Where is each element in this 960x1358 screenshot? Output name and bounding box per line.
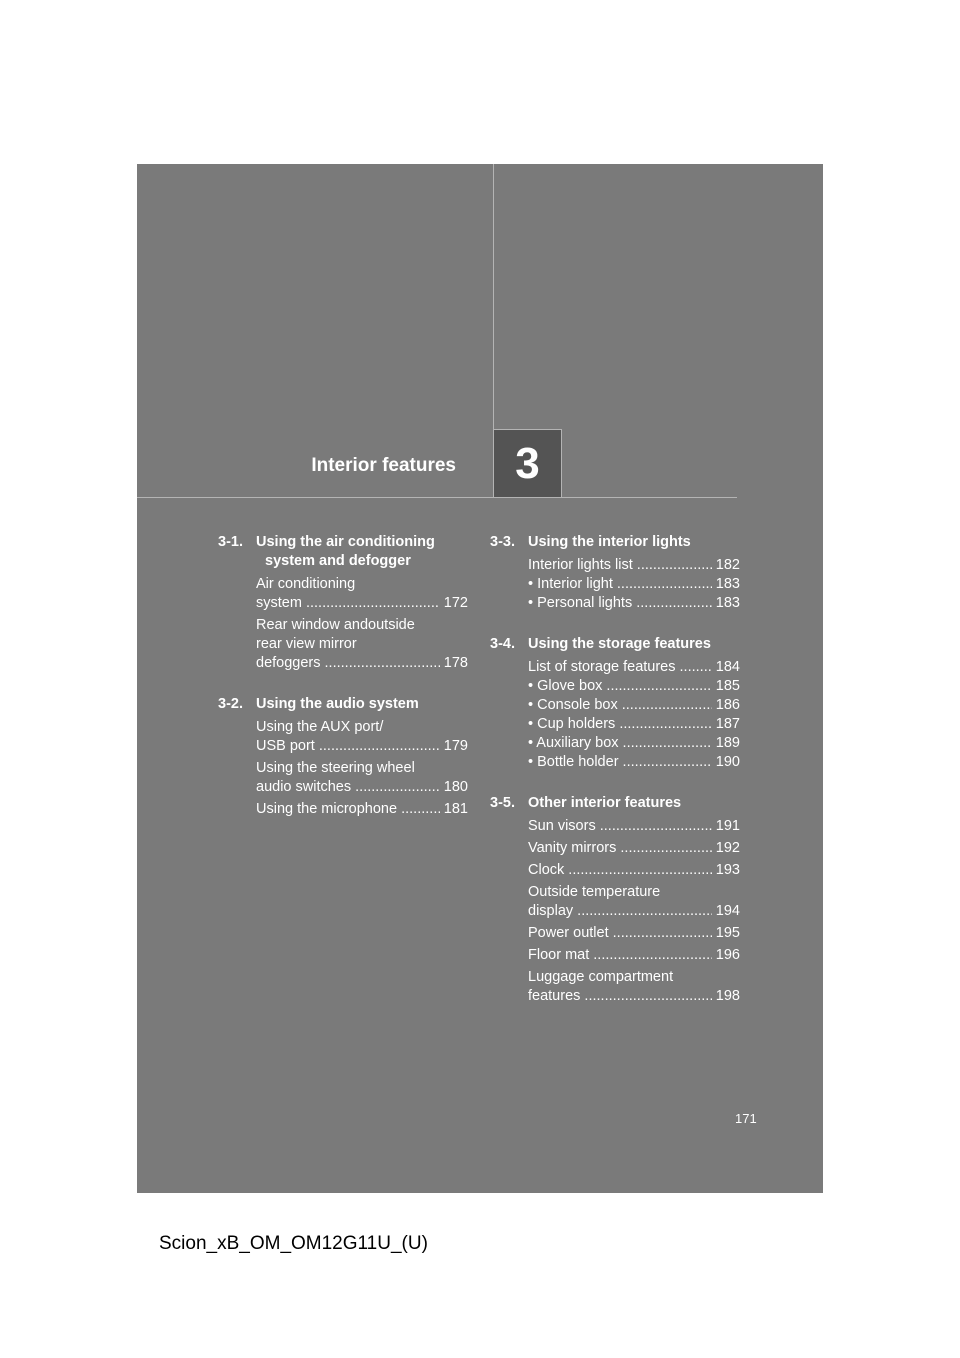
toc-entry-label-lines bbox=[256, 616, 440, 673]
section-title bbox=[528, 533, 740, 552]
toc-entry[interactable] bbox=[528, 753, 740, 772]
toc-entry-page: 193 bbox=[715, 862, 740, 878]
toc-entry-label-line: • Cup holders ..... bbox=[528, 715, 712, 734]
toc-entry[interactable] bbox=[528, 968, 740, 1006]
toc-section-heading bbox=[490, 794, 740, 813]
toc-entry-label-line: Power outlet ..... bbox=[528, 924, 712, 943]
toc-entry-page: 196 bbox=[715, 947, 740, 963]
toc-entry-label-line: defoggers ..... bbox=[256, 654, 440, 673]
toc-entry-label-lines bbox=[528, 968, 712, 1006]
page-number: 171 bbox=[735, 1111, 757, 1126]
toc-entry-list bbox=[218, 718, 468, 819]
toc-entry-page: 180 bbox=[443, 779, 468, 795]
toc-entry-page: 187 bbox=[715, 716, 740, 732]
toc-entry-label-line: Floor mat ..... bbox=[528, 946, 712, 965]
toc-entry[interactable] bbox=[528, 924, 740, 943]
toc-entry-label bbox=[528, 715, 712, 734]
toc-entry[interactable] bbox=[528, 734, 740, 753]
horizontal-rule bbox=[137, 497, 737, 498]
toc-entry-label-lines bbox=[528, 883, 712, 921]
toc-entry-label-line: Air conditioning bbox=[256, 576, 356, 592]
toc-entry-label-lines bbox=[256, 759, 440, 797]
toc-entry[interactable] bbox=[528, 594, 740, 613]
toc-entry-label-line: • Glove box ..... bbox=[528, 677, 712, 696]
toc-entry[interactable] bbox=[528, 556, 740, 575]
toc-entry-page: 183 bbox=[715, 576, 740, 592]
section-title bbox=[256, 695, 468, 714]
toc-entry-label bbox=[528, 861, 712, 880]
section-spacer bbox=[490, 772, 740, 794]
toc-entry-label-line: • Auxiliary box ..... bbox=[528, 734, 712, 753]
toc-entry-label-line: features ..... bbox=[528, 987, 712, 1006]
toc-entry[interactable] bbox=[528, 658, 740, 677]
toc-entry-page: 185 bbox=[715, 678, 740, 694]
toc-entry-label bbox=[528, 753, 712, 772]
toc-entry-label-line: Sun visors ..... bbox=[528, 817, 712, 836]
section-spacer bbox=[218, 673, 468, 695]
toc-entry-label-line: Luggage compartment bbox=[528, 969, 674, 985]
section-title-line: Using the interior lights bbox=[528, 534, 691, 550]
section-number: 3-5. bbox=[490, 795, 515, 811]
toc-entry[interactable] bbox=[528, 883, 740, 921]
chapter-number-tab bbox=[493, 429, 562, 497]
section-number: 3-2. bbox=[218, 696, 243, 712]
toc-entry-label-line: Clock ..... bbox=[528, 861, 712, 880]
toc-entry-label bbox=[528, 575, 712, 594]
toc-entry-page: 194 bbox=[715, 903, 740, 919]
toc-entry-label-line: system ..... bbox=[256, 594, 440, 613]
toc-entry-label bbox=[528, 839, 712, 858]
toc-entry-label-line: audio switches ..... bbox=[256, 778, 440, 797]
toc-entry-label-line: Vanity mirrors ..... bbox=[528, 839, 712, 858]
toc-entry-label-line: Using the steering wheel bbox=[256, 760, 415, 776]
toc-entry[interactable] bbox=[528, 839, 740, 858]
toc-entry-page: 182 bbox=[715, 557, 740, 573]
toc-entry-label-line: Rear window and bbox=[256, 617, 369, 633]
section-number: 3-1. bbox=[218, 534, 243, 550]
toc-entry-label-line: Using the AUX port/ bbox=[256, 719, 384, 735]
toc-entry-page: 192 bbox=[715, 840, 740, 856]
toc-entry-label-line: List of storage features ..... bbox=[528, 658, 712, 677]
toc-section-heading bbox=[218, 695, 468, 714]
section-title bbox=[528, 794, 740, 813]
toc-entry-label-line: • Interior light ..... bbox=[528, 575, 712, 594]
toc-entry-page: 190 bbox=[715, 754, 740, 770]
toc-entry-page: 184 bbox=[715, 659, 740, 675]
toc-entry-page: 179 bbox=[443, 738, 468, 754]
toc-entry-label bbox=[528, 946, 712, 965]
section-title-line: Using the audio system bbox=[256, 696, 419, 712]
toc-entry-label-line: Interior lights list ..... bbox=[528, 556, 712, 575]
toc-entry-list bbox=[490, 556, 740, 613]
toc-entry-page: 191 bbox=[715, 818, 740, 834]
chapter-number: 3 bbox=[515, 438, 540, 488]
toc-entry-page: 186 bbox=[715, 697, 740, 713]
section-number: 3-4. bbox=[490, 636, 515, 652]
toc-left-column bbox=[218, 533, 468, 819]
toc-entry[interactable] bbox=[256, 575, 468, 613]
toc-entry-label-line: outside rear view mirror bbox=[256, 617, 415, 652]
toc-section-heading bbox=[218, 533, 468, 571]
toc-entry[interactable] bbox=[528, 575, 740, 594]
section-title-line: Using the storage features bbox=[528, 636, 711, 652]
toc-entry-label bbox=[256, 800, 440, 819]
toc-entry[interactable] bbox=[528, 677, 740, 696]
chapter-title: Interior features bbox=[311, 455, 456, 476]
toc-entry-page: 181 bbox=[443, 801, 468, 817]
toc-entry[interactable] bbox=[256, 718, 468, 756]
section-title-line: Other interior features bbox=[528, 795, 682, 811]
toc-section-heading bbox=[490, 635, 740, 654]
toc-entry-page: 195 bbox=[715, 925, 740, 941]
toc-entry-label bbox=[528, 817, 712, 836]
section-title-line: system and defogger bbox=[265, 553, 411, 569]
toc-entry-label-line: Using the microphone ..... bbox=[256, 800, 440, 819]
toc-entry-page: 189 bbox=[715, 735, 740, 751]
toc-entry[interactable] bbox=[256, 616, 468, 673]
toc-entry-label bbox=[528, 924, 712, 943]
toc-entry-label-lines bbox=[256, 575, 440, 613]
toc-entry-page: 198 bbox=[715, 988, 740, 1004]
toc-entry-label-line: • Bottle holder ..... bbox=[528, 753, 712, 772]
toc-entry-list bbox=[490, 658, 740, 772]
toc-entry[interactable] bbox=[528, 817, 740, 836]
toc-entry[interactable] bbox=[528, 715, 740, 734]
section-title-line: Using the air conditioning bbox=[256, 534, 435, 550]
toc-entry-label-line: USB port ..... bbox=[256, 737, 440, 756]
section-spacer bbox=[490, 613, 740, 635]
toc-entry-list bbox=[218, 575, 468, 673]
toc-entry-label-line: • Personal lights ..... bbox=[528, 594, 712, 613]
toc-entry-label-lines bbox=[256, 718, 440, 756]
toc-entry-label-line: • Console box ..... bbox=[528, 696, 712, 715]
vertical-rule bbox=[493, 164, 494, 429]
toc-entry[interactable] bbox=[256, 800, 468, 819]
toc-entry-label bbox=[528, 734, 712, 753]
toc-entry-label bbox=[528, 556, 712, 575]
toc-entry-label bbox=[528, 696, 712, 715]
toc-entry-page: 178 bbox=[443, 655, 468, 671]
toc-entry-label-line: Outside temperature bbox=[528, 884, 661, 900]
toc-entry[interactable] bbox=[528, 946, 740, 965]
toc-entry-list bbox=[490, 817, 740, 1006]
toc-section-heading bbox=[490, 533, 740, 552]
toc-entry-label-line: display ..... bbox=[528, 902, 712, 921]
document-footer: Scion_xB_OM_OM12G11U_(U) bbox=[159, 1233, 428, 1254]
section-title bbox=[528, 635, 740, 654]
toc-entry-label bbox=[528, 677, 712, 696]
toc-entry-label bbox=[528, 594, 712, 613]
toc-entry-page: 183 bbox=[715, 595, 740, 611]
toc-entry-page: 172 bbox=[443, 595, 468, 611]
section-title bbox=[256, 533, 468, 571]
toc-entry[interactable] bbox=[528, 861, 740, 880]
toc-entry[interactable] bbox=[528, 696, 740, 715]
toc-entry[interactable] bbox=[256, 759, 468, 797]
toc-entry-label bbox=[528, 658, 712, 677]
section-number: 3-3. bbox=[490, 534, 515, 550]
toc-right-column bbox=[490, 533, 740, 1006]
